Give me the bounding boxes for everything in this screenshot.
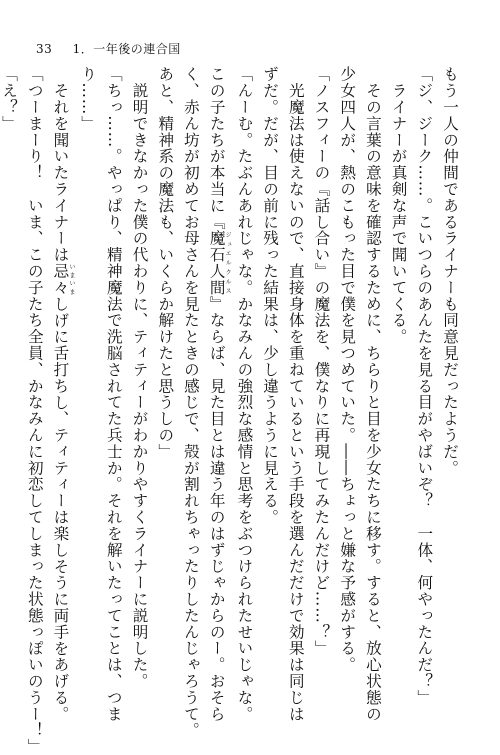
text-line: 少女四人が、熱のこもった目で僕を見つめていた。――ちょっと嫌な予感がする。 xyxy=(338,66,357,673)
chapter-title: 1．一年後の連合国 xyxy=(72,42,181,56)
text-segment: それを聞いたライナーは xyxy=(51,66,70,263)
ruby-reading: いまいま xyxy=(67,262,75,296)
text-line: 「ちっ……。やっぱり、精神魔法で洗脳されてた兵士か。それを解いたってことは、つま xyxy=(104,66,123,722)
text-line: その言葉の意味を確認するために、ちらりと目を少女たちに移す。すると、放心状態の xyxy=(363,66,382,722)
text-line: 説明できなかった僕の代わりに、ティティーがわかりやすくライナーに説明した。 xyxy=(130,66,149,690)
text-segment: 』ならば、見た目とは違う年のはずじゃからのー。おそら xyxy=(207,295,226,723)
text-line: り……」 xyxy=(79,66,98,132)
running-header xyxy=(36,40,181,57)
text-line: ライナーが真剣な声で聞いてくる。 xyxy=(389,66,408,345)
text-line: 光魔法は使えないので、直接身体を重ねているという手段を選んだだけで効果は同じは xyxy=(286,66,305,722)
text-segment: しげに舌打ちし、ティティーは楽しそうに両手をあげる。 xyxy=(51,295,70,723)
text-line: 「え？」 xyxy=(0,66,19,132)
text-line: 「ジ、ジーク……。こいつらのあんたを見る目がやばいぞ？ 一体、何やったんだ？」 xyxy=(415,66,434,706)
text-line: ずだ。だが、目の前に残った結果は、少し違うように見える。 xyxy=(261,66,280,526)
text-line: 「ノスフィーの『話し合い』の魔法を、僕なりに再現してみたんだけど……？」 xyxy=(312,66,331,657)
ruby-annotated-word: 忌々いまいま xyxy=(51,262,75,296)
text-line: 「んーむ。たぶんあれじゃな。かなみんの強烈な感情と思考をぶつけられたせいじゃな。 xyxy=(235,66,254,722)
text-line: あと、精神系の魔法も、いくらか解けたと思うしの」 xyxy=(156,66,175,460)
text-line: もう一人の仲間であるライナーも同意見だったようだ。 xyxy=(441,66,459,476)
text-line xyxy=(47,66,75,723)
vertical-body-text xyxy=(0,66,462,755)
text-line: 「つーまーり！ いま、この子たち全員、かなみんに初恋してしまった状態っぽいのうー！」 xyxy=(25,66,44,755)
ruby-reading: ジュエルクルス xyxy=(224,230,232,296)
text-line xyxy=(203,66,232,723)
ruby-annotated-word: 魔石人間ジュエルクルス xyxy=(207,230,232,296)
text-segment: この子たちが本当に『 xyxy=(207,66,226,230)
text-line: く、赤ん坊が初めてお母さんを見たときの感じで、殻が割れちゃったりしたんじゃろうて。 xyxy=(181,66,200,739)
page-number: 33 xyxy=(36,42,53,56)
